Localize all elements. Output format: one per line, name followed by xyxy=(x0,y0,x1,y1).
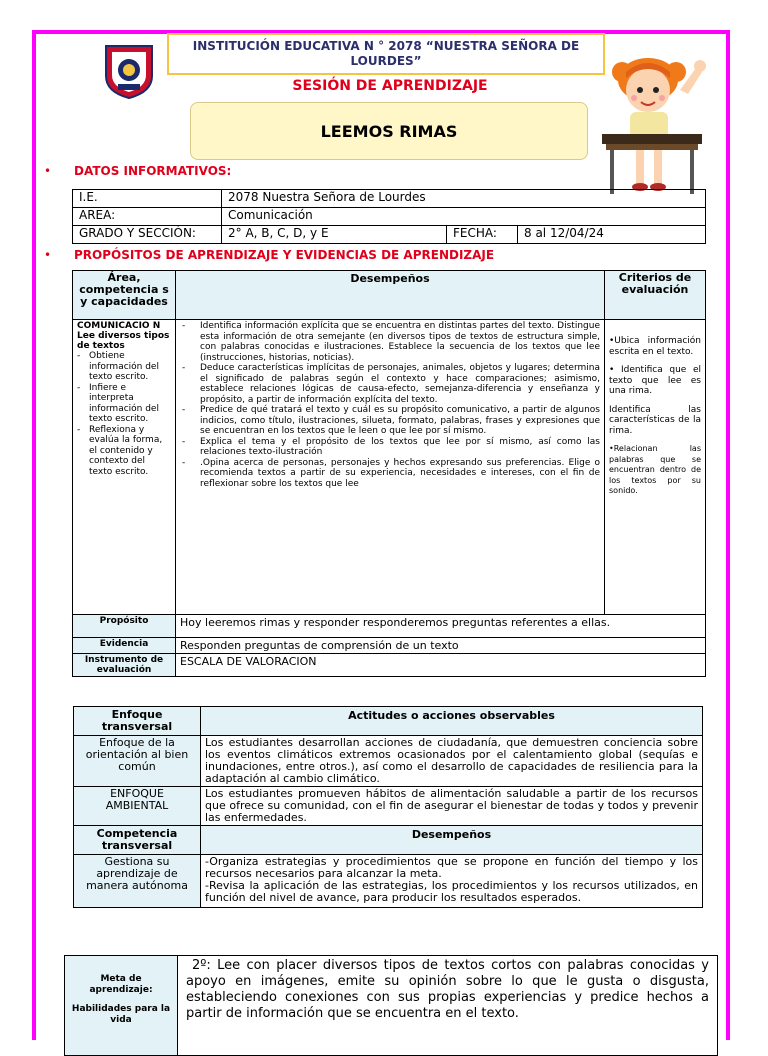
meta-label-line1: Meta de aprendizaje: xyxy=(89,974,153,995)
col-desempenos: Desempeños xyxy=(176,271,605,320)
competencia-name: Gestiona su aprendizaje de manera autónoma xyxy=(74,855,201,908)
list-item: - Predice de qué tratará el texto y cuál es su propósito comunicativo, a partir de algunos indicios, como título, ilustraciones, silueta, formato, palabras, frases y expresiones que se encuentran en los textos que le leen o que lee por sí mismo. xyxy=(180,405,600,437)
list-item: •Relacionan las palabras que se encuentran dentro de los textos por su sonido. xyxy=(609,444,701,495)
competencia-name: Lee diversos tipos de textos xyxy=(77,331,170,351)
meta-grade: 2º: xyxy=(192,958,211,973)
propositos-table xyxy=(72,270,706,677)
ie-value: 2078 Nuestra Señora de Lourdes xyxy=(222,190,706,208)
lesson-title: LEEMOS RIMAS xyxy=(190,102,588,160)
col-actitudes: Actitudes o acciones observables xyxy=(201,707,703,736)
grado-label: GRADO Y SECCIÓN: xyxy=(73,226,222,244)
list-item: -Organiza estrategias y procedimientos que se propone en función del tiempo y los recursos necesarios para alcanzar la meta. xyxy=(205,855,698,880)
meta-text-cell xyxy=(178,956,718,1056)
area-name: COMUNICACIO N xyxy=(77,321,161,331)
col-criterios: Criterios de evaluación xyxy=(605,271,706,320)
enfoque-text: Los estudiantes promueven hábitos de alimentación saludable a partir de los recursos que ofrece su comunidad, con el fin de asegurar el bienestar de todas y todos y prevenir las enfermedades. xyxy=(201,787,703,826)
enfoque-name: Enfoque de la orientación al bien común xyxy=(74,736,201,787)
capacidades-cell xyxy=(73,320,176,615)
list-item: •Ubica información escrita en el texto. xyxy=(609,336,701,357)
girl-at-desk-illustration xyxy=(596,50,738,200)
area-value: Comunicación xyxy=(222,208,706,226)
criterios-cell xyxy=(605,320,706,615)
datos-heading: DATOS INFORMATIVOS: xyxy=(74,164,232,178)
list-item: - Identifica información explícita que se encuentra en distintas partes del texto. Distingue esta información de otra semejante (en diversos tipos de textos de estructura simple, con palabras conocidas e ilustraciones. Establece la secuencia de los textos que lee (instrucciones, historias, noticias). xyxy=(180,321,600,363)
school-shield-logo xyxy=(102,42,156,100)
bullet-dot: • xyxy=(44,248,52,262)
propositos-heading: PROPÓSITOS DE APRENDIZAJE Y EVIDENCIAS DE APRENDIZAJE xyxy=(74,248,495,262)
col-enfoque: Enfoque transversal xyxy=(74,707,201,736)
proposito-value: Hoy leeremos rimas y responder responderemos preguntas referentes a ellas. xyxy=(176,615,706,638)
list-item: - Deduce características implícitas de personajes, animales, objetos y lugares; determina el significado de palabras según el contexto y hace comparaciones; asimismo, establece relaciones lógicas de causa-efecto, semejanza-diferencia y enseñanza y propósito, a partir de información explícita del texto. xyxy=(180,363,600,405)
proposito-label: Propósito xyxy=(73,615,176,638)
info-table xyxy=(72,189,706,244)
col-desempenos-transversal: Desempeños xyxy=(201,826,703,855)
col-area: Área, competencia s y capacidades xyxy=(73,271,176,320)
capacidades-list xyxy=(77,351,171,477)
fecha-label: FECHA: xyxy=(447,226,518,244)
fecha-value: 8 al 12/04/24 xyxy=(518,226,706,244)
instrumento-label: Instrumento de evaluación xyxy=(73,654,176,677)
evidencia-value: Responden preguntas de comprensión de un texto xyxy=(176,638,706,654)
enfoques-table xyxy=(73,706,703,908)
enfoque-text: Los estudiantes desarrollan acciones de ciudadanía, que demuestren conciencia sobre los eventos climáticos extremos ocasionados por el calentamiento global (sequías e inundaciones, entre otros.), así como el desarrollo de capacidades de resiliencia para la adaptación al cambio climático. xyxy=(201,736,703,787)
meta-table xyxy=(64,955,718,1056)
list-item: -Revisa la aplicación de las estrategias, los procedimientos y los recursos utilizados, en función del nivel de avance, para producir los resultados esperados. xyxy=(205,879,698,904)
list-item: Identifica las características de la rima. xyxy=(609,404,701,436)
desempenos-cell xyxy=(176,320,605,615)
list-item: - Explica el tema y el propósito de los textos que lee por sí mismo, así como las relaciones texto-ilustración xyxy=(180,437,600,458)
meta-text: Lee con placer diversos tipos de textos cortos con palabras conocidas y apoyo en imágenes, emite su opinión sobre lo que le gusta o disgusta, estableciendo conexiones con sus propias experiencias y predice hechos a partir de información que se encuentra en el texto. xyxy=(186,958,710,1021)
list-item: - Reflexiona y evalúa la forma, el contenido y contexto del texto escrito. xyxy=(77,425,171,478)
col-competencia: Competencia transversal xyxy=(74,826,201,855)
meta-label-line2: Habilidades para la vida xyxy=(71,1004,171,1025)
list-item: - Obtiene información del texto escrito. xyxy=(77,351,171,383)
institution-name: INSTITUCIÓN EDUCATIVA N ° 2078 “NUESTRA SEÑORA DE LOURDES” xyxy=(167,33,605,75)
area-label: AREA: xyxy=(73,208,222,226)
meta-label xyxy=(65,956,178,1056)
list-item: - Infiere e interpreta información del texto escrito. xyxy=(77,383,171,425)
bullet-dot: • xyxy=(44,164,52,178)
desempenos-list xyxy=(180,321,600,489)
evidencia-label: Evidencia xyxy=(73,638,176,654)
list-item: • Identifica que el texto que lee es una rima. xyxy=(609,365,701,396)
competencia-desempenos xyxy=(201,855,703,908)
list-item: - .Opina acerca de personas, personajes y hechos expresando sus preferencias. Elige o recomienda textos a partir de su experiencia, necesidades e intereses, con el fin de reflexionar sobre los textos que lee xyxy=(180,458,600,490)
ie-label: I.E. xyxy=(73,190,222,208)
session-title: SESIÓN DE APRENDIZAJE xyxy=(292,78,488,94)
grado-value: 2° A, B, C, D, y E xyxy=(222,226,447,244)
instrumento-value: ESCALA DE VALORACION xyxy=(176,654,706,677)
enfoque-name: ENFOQUE AMBIENTAL xyxy=(74,787,201,826)
